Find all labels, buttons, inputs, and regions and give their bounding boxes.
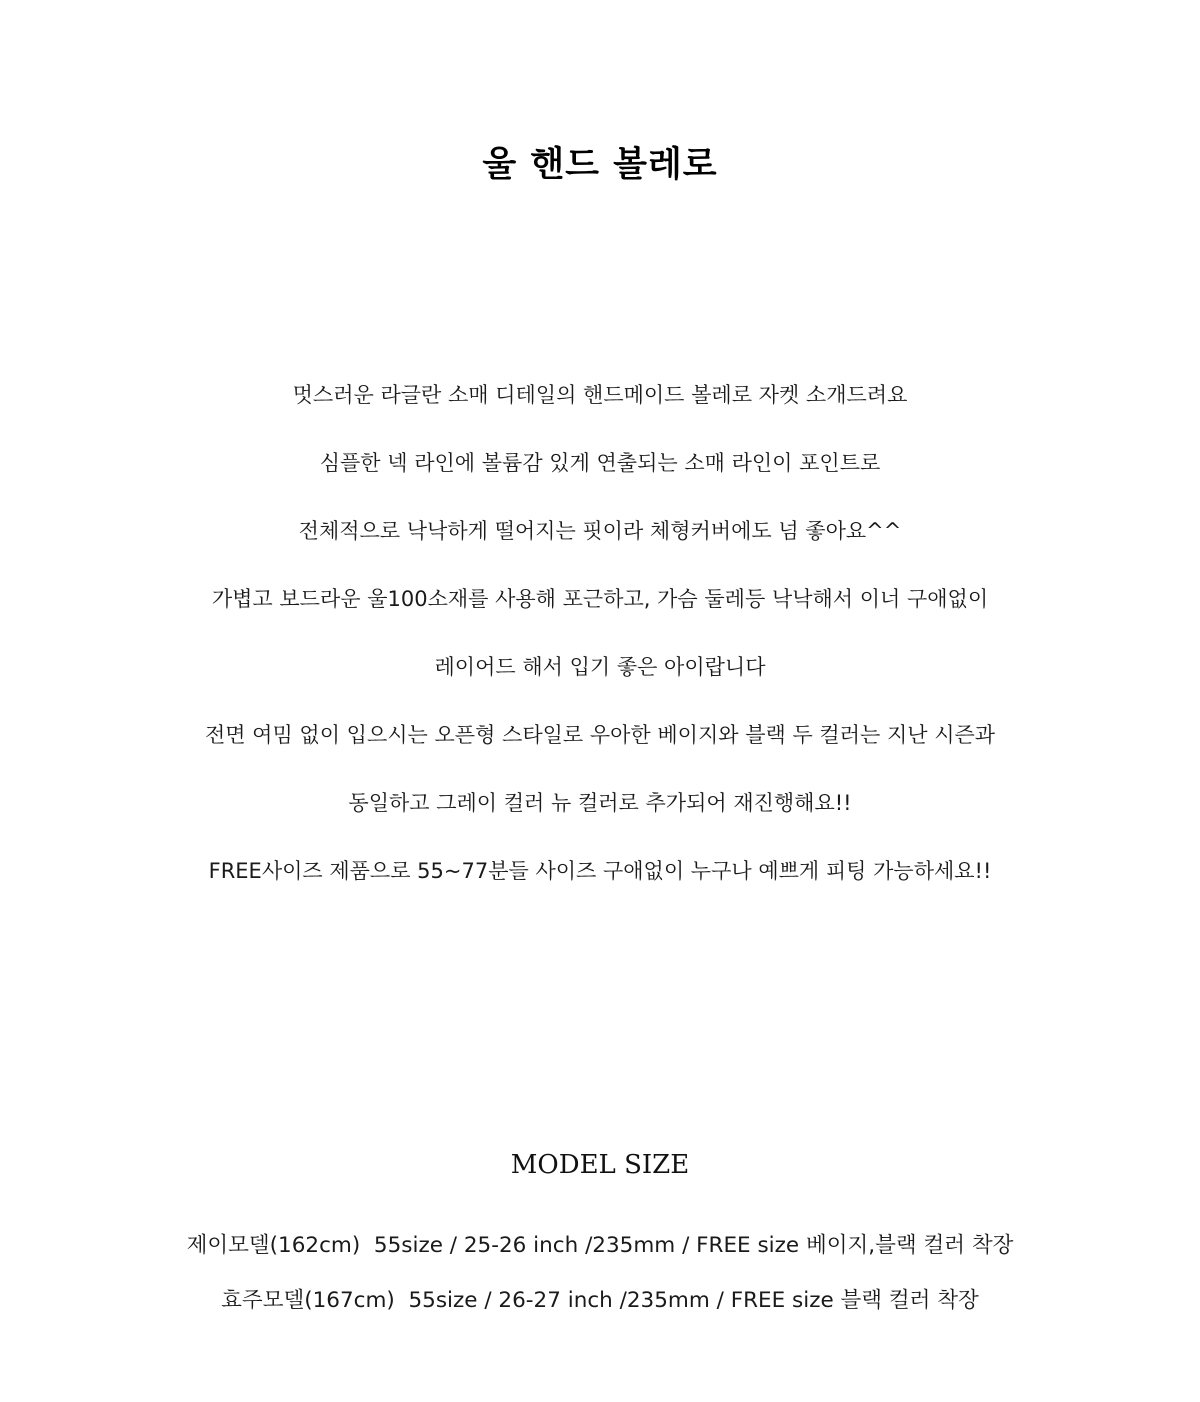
- product-description: [0, 372, 1200, 916]
- description-line: 전체적으로 낙낙하게 떨어지는 핏이라 체형커버에도 넘 좋아요^^: [298, 519, 902, 543]
- description-line: 전면 여밈 없이 입으시는 오픈형 스타일로 우아한 베이지와 블랙 두 컬러는 지난 시즌과: [204, 723, 996, 747]
- description-line: 멋스러운 라글란 소매 디테일의 핸드메이드 볼레로 자켓 소개드려요: [292, 383, 908, 407]
- model-size-list: [0, 1222, 1200, 1332]
- model-size-heading: MODEL SIZE: [510, 1150, 690, 1180]
- model-size-line: 제이모델(162cm) 55size / 25-26 inch /235mm / FREE size 베이지,블랙 컬러 착장: [186, 1233, 1014, 1258]
- description-line: 심플한 넥 라인에 볼륨감 있게 연출되는 소매 라인이 포인트로: [319, 451, 881, 475]
- description-line: FREE사이즈 제품으로 55~77분들 사이즈 구애없이 누구나 예쁘게 피팅 가능하세요!!: [208, 859, 992, 883]
- description-line: 레이어드 해서 입기 좋은 아이랍니다: [434, 655, 766, 679]
- description-line: 가볍고 보드라운 울100소재를 사용해 포근하고, 가슴 둘레등 낙낙해서 이너 구애없이: [211, 587, 989, 611]
- description-line: 동일하고 그레이 컬러 뉴 컬러로 추가되어 재진행해요!!: [348, 791, 852, 815]
- model-size-line: 효주모델(167cm) 55size / 26-27 inch /235mm / FREE size 블랙 컬러 착장: [221, 1288, 979, 1313]
- product-title: 울 핸드 볼레로: [482, 145, 718, 185]
